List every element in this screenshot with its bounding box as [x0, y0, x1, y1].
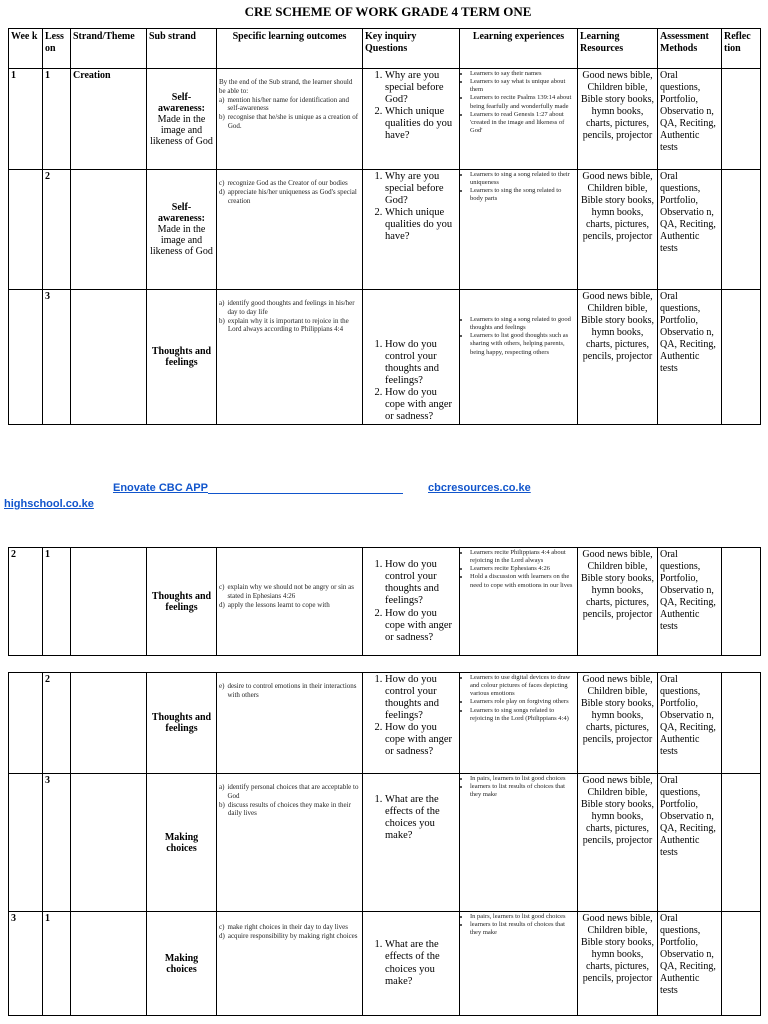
cell-reflection: [722, 774, 761, 912]
header-reflection: Reflec tion: [722, 29, 761, 69]
experience-item: • In pairs, learners to list good choices: [470, 775, 575, 783]
outcome-item: [219, 317, 360, 335]
cbcresources-link[interactable]: cbcresources.co.ke: [428, 482, 531, 494]
outcome-text: explain why we should not be angry or sin as stated in Ephesians 4:26: [227, 583, 355, 600]
cell-substrand: [147, 290, 217, 425]
header-substrand: Sub strand: [147, 29, 217, 69]
cell-reflection: [722, 912, 761, 1016]
table-row: [9, 170, 761, 290]
outcome-letter: c): [219, 583, 225, 591]
experience-item: • Learners recite Philippians 4:4 about rejoicing in the Lord always: [470, 549, 575, 565]
outcome-letter: a): [219, 783, 225, 791]
outcome-letter: c): [219, 923, 225, 931]
cell-strand: [71, 673, 147, 774]
table-row: [9, 290, 761, 425]
outcome-letter: a): [219, 95, 225, 104]
cell-week: [9, 170, 43, 290]
cell-lesson: 2: [43, 673, 71, 774]
outcome-letter: b): [219, 113, 225, 121]
outcome-text: make right choices in their day to day lives: [227, 923, 348, 931]
table-row: [9, 548, 761, 656]
cell-lesson: 1: [43, 912, 71, 1016]
cell-reflection: [722, 290, 761, 425]
outcome-text: explain why it is important to rejoice in the Lord always according to Philippians 4:4: [227, 316, 349, 334]
experience-item: • Learners to recite Psalms 139:14 about being fearfully and wonderfully made: [470, 94, 575, 110]
cell-experiences: [460, 774, 578, 912]
table-row: [9, 673, 761, 774]
inquiry-question: 1. How do you control your thoughts and feelings?: [385, 674, 457, 722]
table-row: [9, 69, 761, 170]
inquiry-question: 1. What are the effects of the choices you make?: [385, 794, 457, 842]
cell-resources: Good news bible, Children bible, Bible story books, hymn books, charts, pictures, pencils, projector: [578, 774, 658, 912]
cell-outcomes: [217, 774, 363, 912]
outcome-item: [219, 923, 360, 932]
experience-item: • Learners to say their names: [470, 70, 575, 78]
outcome-text: recognise that he/she is unique as a creation of God.: [227, 113, 359, 130]
cell-resources: Good news bible, Children bible, Bible story books, hymn books, charts, pictures, pencils, projector: [578, 290, 658, 425]
cell-week: 3: [9, 912, 43, 1016]
header-outcomes: Specific learning outcomes: [217, 29, 363, 69]
substrand-title: Self-awareness:: [157, 91, 206, 114]
outcome-item: [219, 601, 360, 610]
inquiry-question: 2. How do you cope with anger or sadness?: [385, 722, 457, 758]
header-week: Wee k: [9, 29, 43, 69]
outcome-item: [219, 299, 360, 317]
cell-strand: [71, 912, 147, 1016]
cell-strand: [71, 290, 147, 425]
outcome-item: [219, 96, 360, 114]
enovate-app-link[interactable]: Enovate CBC APP: [113, 482, 403, 494]
cell-questions: [363, 290, 460, 425]
document-title: CRE SCHEME OF WORK GRADE 4 TERM ONE: [244, 4, 532, 19]
outcome-letter: c): [219, 179, 225, 187]
cell-reflection: [722, 170, 761, 290]
cell-lesson: 1: [43, 548, 71, 656]
outcome-item: [219, 801, 360, 819]
experience-item: • Learners role play on forgiving others: [470, 698, 575, 706]
cell-outcomes: [217, 290, 363, 425]
experience-item: • Learners to sing songs related to rejoicing in the Lord (Philippians 4:4): [470, 707, 575, 723]
experience-item: • Learners recite Ephesians 4:26: [470, 565, 575, 573]
cell-resources: Good news bible, Children bible, Bible story books, hymn books, charts, pictures, pencils, projector: [578, 673, 658, 774]
table-header-row: [9, 29, 761, 69]
outcome-letter: b): [219, 316, 225, 325]
cell-lesson: 1: [43, 69, 71, 170]
header-resources: Learning Resources: [578, 29, 658, 69]
cell-reflection: [722, 673, 761, 774]
cell-questions: [363, 774, 460, 912]
header-lesson: Less on: [43, 29, 71, 69]
experience-item: • Learners to say what is unique about them: [470, 78, 575, 94]
experience-item: • Learners to sing the song related to body parts: [470, 187, 575, 203]
table-row: [9, 912, 761, 1016]
cell-assessment: Oral questions, Portfolio, Observatio n, QA, Reciting, Authentic tests: [658, 170, 722, 290]
highschool-link[interactable]: highschool.co.ke: [4, 498, 94, 510]
cell-strand: [71, 774, 147, 912]
experience-item: • In pairs, learners to list good choices: [470, 913, 575, 921]
inquiry-question: 1. What are the effects of the choices you make?: [385, 939, 457, 987]
substrand-title: Making choices: [164, 831, 199, 854]
outcome-text: apply the lessons learnt to cope with: [227, 600, 330, 609]
cell-outcomes: [217, 673, 363, 774]
cell-questions: [363, 69, 460, 170]
inquiry-question: 1. How do you control your thoughts and feelings?: [385, 559, 457, 607]
outcome-letter: b): [219, 800, 225, 809]
scheme-table-1: [8, 28, 761, 425]
cell-experiences: [460, 673, 578, 774]
header-assessment: Assessment Methods: [658, 29, 722, 69]
cell-assessment: Oral questions, Portfolio, Observatio n, QA, Reciting, Authentic tests: [658, 774, 722, 912]
inquiry-question: 2. How do you cope with anger or sadness?: [385, 608, 457, 644]
outcome-text: mention his/her name for identification and self-awareness: [227, 95, 349, 113]
outcome-item: [219, 113, 360, 131]
substrand-detail: Made in the image and likeness of God: [150, 113, 213, 147]
outcome-item: [219, 179, 360, 188]
cell-substrand: [147, 548, 217, 656]
cell-week: [9, 290, 43, 425]
inquiry-question: 1. Why are you special before God?: [385, 70, 457, 106]
inquiry-question: 2. How do you cope with anger or sadness?: [385, 387, 457, 423]
outcome-item: [219, 783, 360, 801]
outcome-item: [219, 583, 360, 601]
outcome-text: acquire responsibility by making right choices: [227, 931, 358, 940]
outcome-text: desire to control emotions in their interactions with others: [227, 682, 357, 699]
cell-experiences: [460, 170, 578, 290]
scheme-table-2: [8, 547, 761, 656]
outcome-text: identify personal choices that are acceptable to God: [227, 783, 359, 800]
outcome-letter: d): [219, 187, 225, 196]
table-row: [9, 774, 761, 912]
cell-lesson: 3: [43, 774, 71, 912]
cell-week: [9, 673, 43, 774]
cell-substrand: [147, 774, 217, 912]
substrand-title: Making choices: [164, 952, 199, 975]
cell-questions: [363, 548, 460, 656]
cell-substrand: [147, 170, 217, 290]
experience-item: • Learners to read Genesis 1:27 about 'created in the image and likeness of God': [470, 111, 575, 135]
cell-experiences: [460, 290, 578, 425]
substrand-title: Thoughts and feelings: [151, 712, 212, 734]
substrand-detail: Made in the image and likeness of God: [150, 224, 213, 257]
outcome-text: recognize God as the Creator of our bodies: [227, 179, 348, 187]
cell-resources: Good news bible, Children bible, Bible story books, hymn books, charts, pictures, pencils, projector: [578, 548, 658, 656]
cell-assessment: Oral questions, Portfolio, Observatio n, QA, Reciting, Authentic tests: [658, 290, 722, 425]
cell-week: 1: [9, 69, 43, 170]
outcome-item: [219, 932, 360, 941]
substrand-title: Thoughts and feelings: [151, 590, 212, 613]
outcome-text: discuss results of choices they make in their daily lives: [227, 800, 351, 818]
cell-questions: [363, 673, 460, 774]
experience-item: • Learners to list good thoughts such as sharing with others, helping parents, being happy, respecting others: [470, 332, 575, 356]
outcome-letter: d): [219, 600, 225, 609]
cell-outcomes: [217, 912, 363, 1016]
cell-assessment: Oral questions, Portfolio, Observatio n, QA, Reciting, Authentic tests: [658, 912, 722, 1016]
cell-strand: [71, 170, 147, 290]
header-strand: Strand/Theme: [71, 29, 147, 69]
cell-experiences: [460, 912, 578, 1016]
cell-strand: Creation: [71, 69, 147, 170]
cell-outcomes: [217, 170, 363, 290]
substrand-title: Self-awareness:: [157, 202, 206, 224]
header-questions: Key inquiry Questions: [363, 29, 460, 69]
experience-item: • learners to list results of choices that they make: [470, 921, 575, 937]
cell-substrand: [147, 69, 217, 170]
cell-questions: [363, 170, 460, 290]
cell-lesson: 3: [43, 290, 71, 425]
header-experiences: Learning experiences: [460, 29, 578, 69]
cell-assessment: Oral questions, Portfolio, Observatio n, QA, Reciting, Authentic tests: [658, 673, 722, 774]
cell-assessment: Oral questions, Portfolio, Observatio n, QA, Reciting, Authentic tests: [658, 69, 722, 170]
experience-item: • Learners to use digital devices to draw and colour pictures of faces depicting various emotions: [470, 674, 575, 698]
cell-outcomes: [217, 548, 363, 656]
cell-resources: Good news bible, Children bible, Bible story books, hymn books, charts, pictures, pencils, projector: [578, 69, 658, 170]
inquiry-question: 1. How do you control your thoughts and feelings?: [385, 339, 457, 387]
outcome-item: [219, 188, 360, 206]
inquiry-question: 2. Which unique qualities do you have?: [385, 207, 457, 243]
cell-week: 2: [9, 548, 43, 656]
cell-assessment: Oral questions, Portfolio, Observatio n, QA, Reciting, Authentic tests: [658, 548, 722, 656]
cell-substrand: [147, 673, 217, 774]
outcome-text: identify good thoughts and feelings in his/her day to day life: [227, 299, 355, 316]
outcome-item: [219, 682, 360, 700]
cell-lesson: 2: [43, 170, 71, 290]
inquiry-question: 1. Why are you special before God?: [385, 171, 457, 207]
cell-reflection: [722, 69, 761, 170]
experience-item: • learners to list results of choices that they make: [470, 783, 575, 799]
experience-item: • Learners to sing a song related to their uniqueness: [470, 171, 575, 187]
outcome-text: appreciate his/her uniqueness as God's special creation: [227, 187, 357, 205]
inquiry-question: 2. Which unique qualities do you have?: [385, 106, 457, 142]
cell-strand: [71, 548, 147, 656]
outcome-letter: d): [219, 931, 225, 940]
experience-item: • Learners to sing a song related to good thoughts and feelings: [470, 316, 575, 332]
cell-experiences: [460, 548, 578, 656]
cell-reflection: [722, 548, 761, 656]
cell-week: [9, 774, 43, 912]
substrand-title: Thoughts and feelings: [151, 346, 212, 368]
scheme-table-3: [8, 672, 761, 1016]
cell-outcomes: [217, 69, 363, 170]
outcome-letter: a): [219, 299, 225, 307]
experience-item: • Hold a discussion with learners on the need to cope with emotions in our lives: [470, 573, 575, 589]
cell-resources: Good news bible, Children bible, Bible story books, hymn books, charts, pictures, pencils, projector: [578, 912, 658, 1016]
cell-substrand: [147, 912, 217, 1016]
outcome-letter: e): [219, 682, 225, 690]
cell-experiences: [460, 69, 578, 170]
cell-questions: [363, 912, 460, 1016]
cell-resources: Good news bible, Children bible, Bible story books, hymn books, charts, pictures, pencils, projector: [578, 170, 658, 290]
outcomes-intro: By the end of the Sub strand, the learner should be able to:: [219, 78, 353, 95]
